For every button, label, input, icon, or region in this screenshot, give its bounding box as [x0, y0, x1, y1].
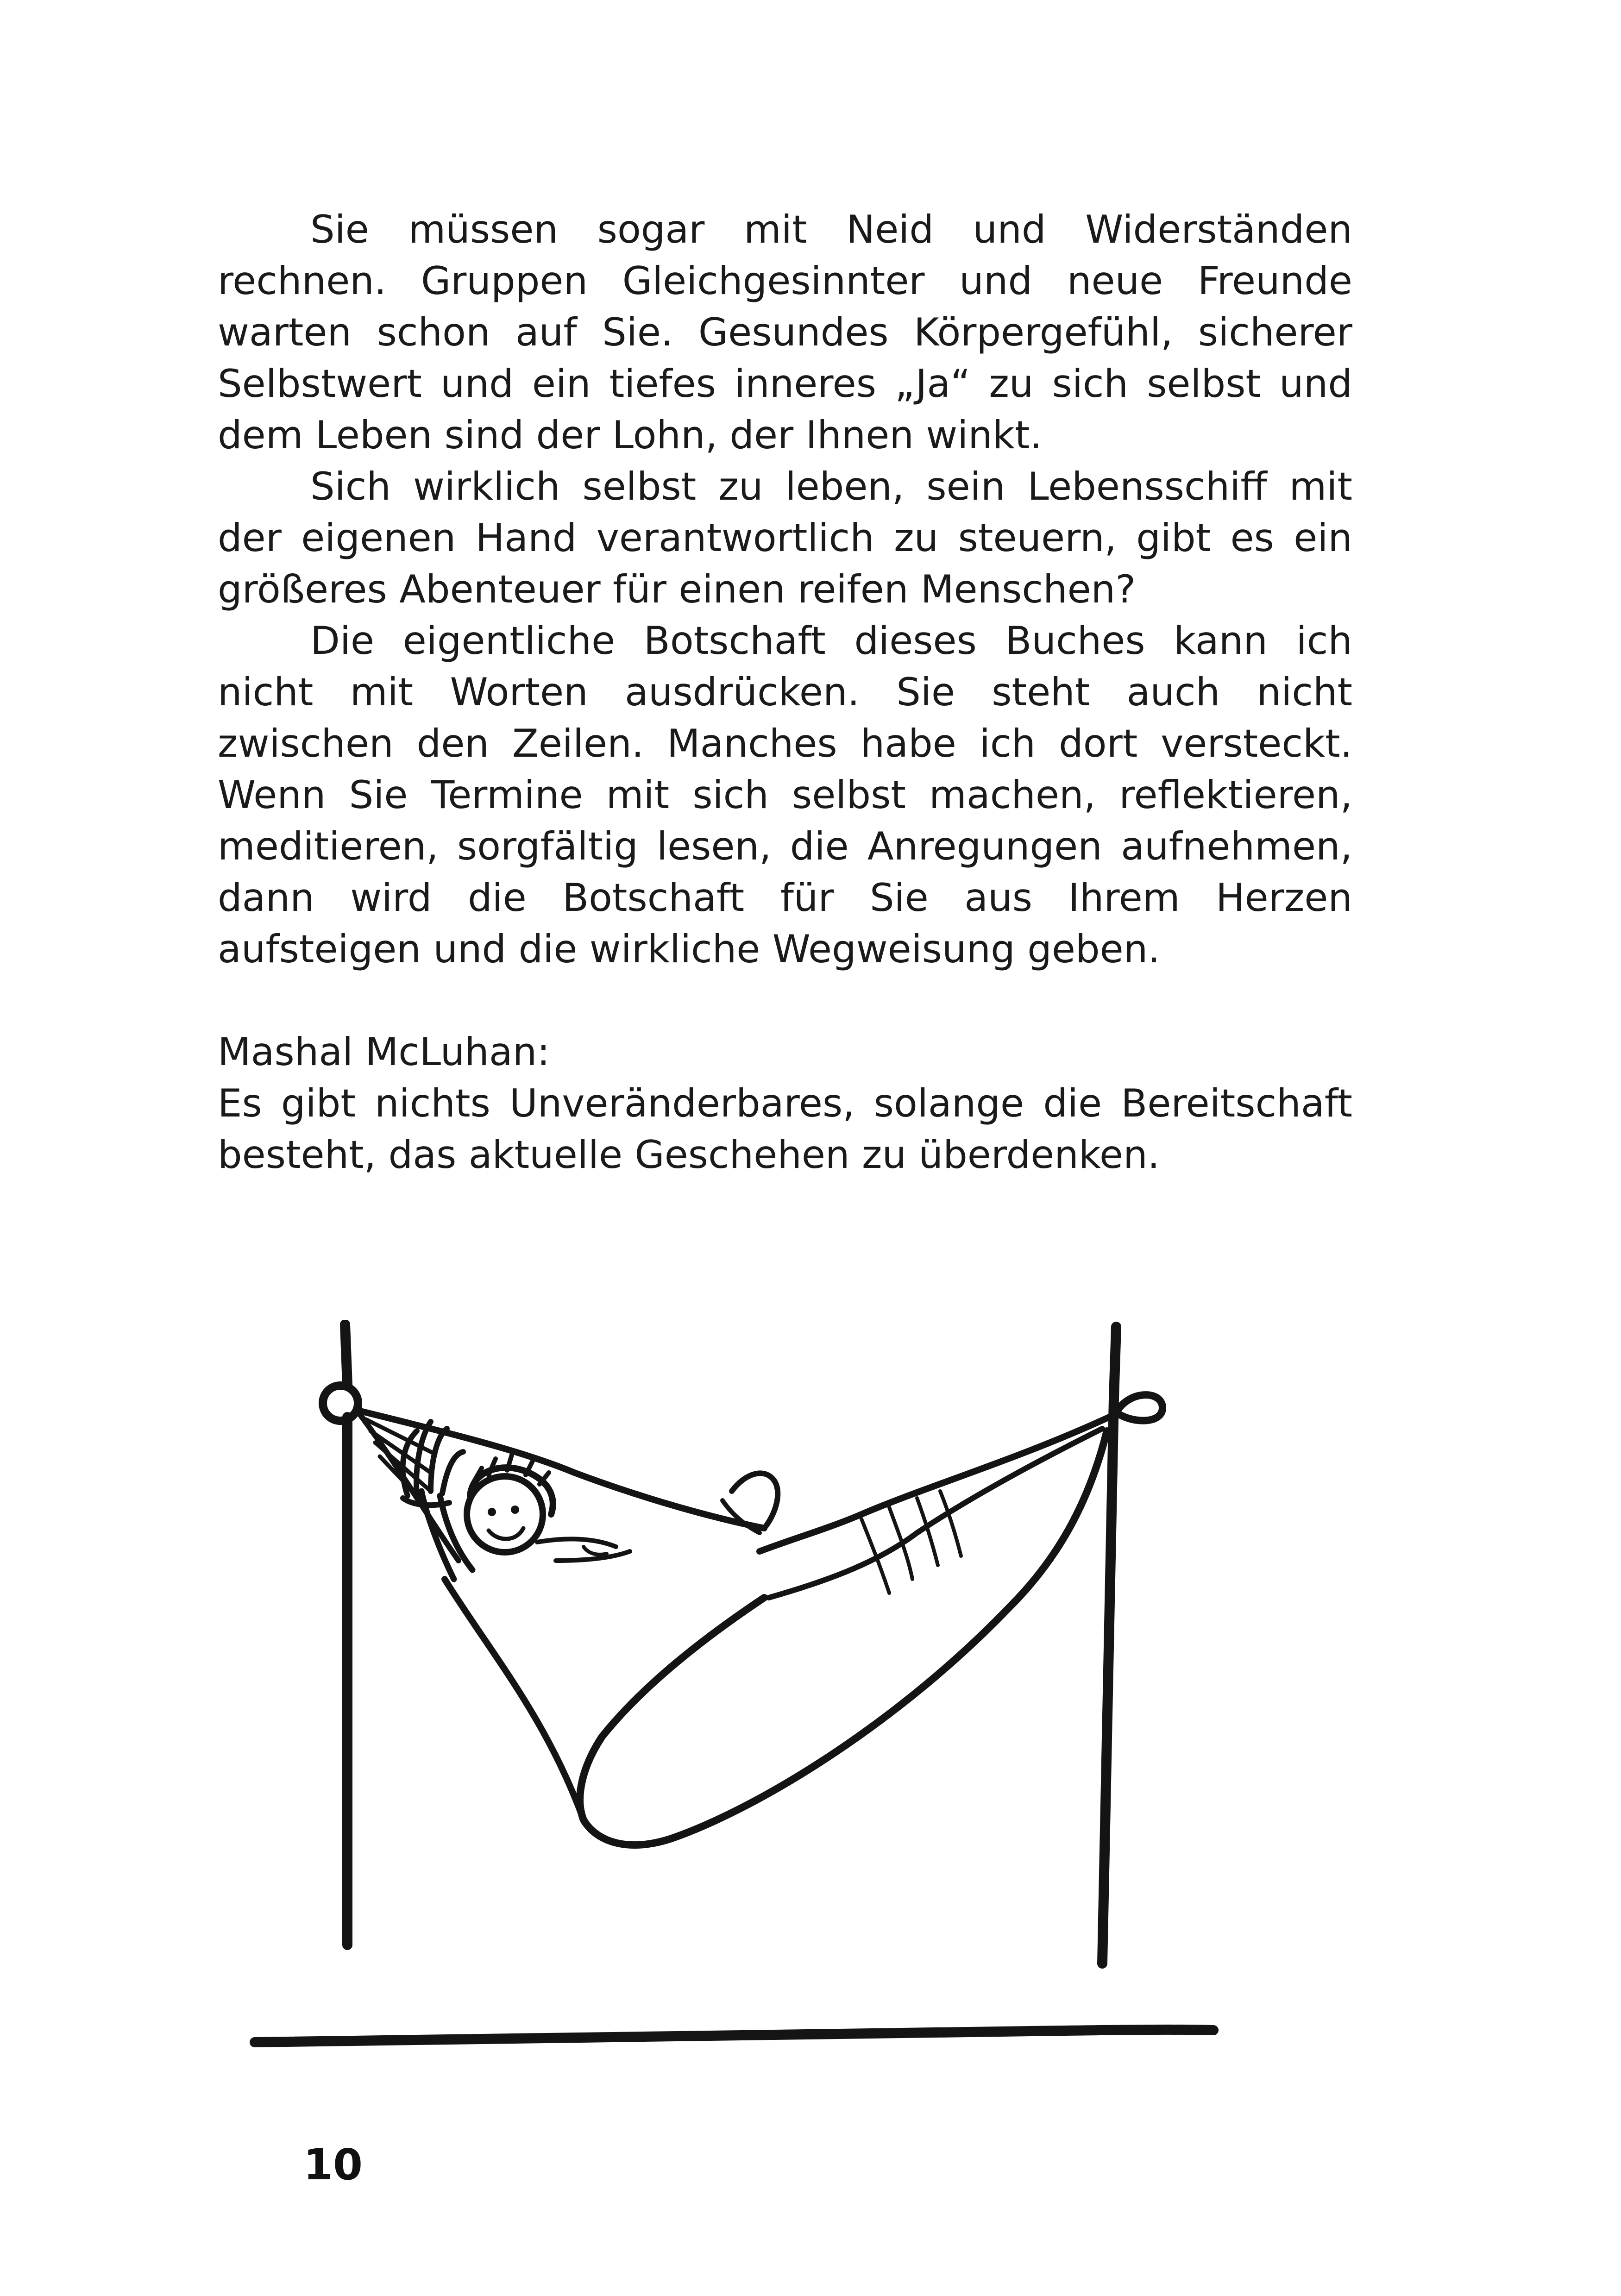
paragraph-2: Sich wirklich selbst zu leben, sein Lebensschiff mit der eigenen Hand verantwortlich zu steuern, gibt es ein größeres Abenteuer für einen reifen Menschen? [218, 464, 1352, 612]
paragraph-spacer [218, 975, 1352, 1026]
ground-line [255, 2030, 1213, 2042]
paragraph-3: Die eigentliche Botschaft dieses Buches kann ich nicht mit Worten ausdrücken. Sie steht auch nicht zwischen den Zeilen. Manches habe ich dort versteckt. Wenn Sie Termine mit sich selbst machen, reflektieren, meditieren, sorgfältig lesen, die Anregungen aufnehmen, dann wird die Botschaft für Sie aus Ihrem Herzen aufsteigen und die wirkliche Wegweisung geben. [218, 618, 1352, 972]
main-text [218, 204, 1352, 1180]
hammock-right-wing [760, 1417, 1109, 1551]
hammock-illustration [232, 1320, 1343, 2084]
page-number: 10 [303, 2140, 363, 2189]
quote-author: Mashal McLuhan: [218, 1029, 550, 1074]
left-loop [323, 1386, 358, 1421]
quote-text: Es gibt nichts Unveränderbares, solange die Bereitschaft besteht, das aktuelle Geschehen zu überdenken. [218, 1081, 1352, 1177]
hammock-belly [580, 1431, 1107, 1845]
right-loop [1114, 1395, 1162, 1421]
paragraph-1: Sie müssen sogar mit Neid und Widerständen rechnen. Gruppen Gleichgesinnter und neue Freunde warten schon auf Sie. Gesundes Körpergefühl, sicherer Selbstwert und ein tiefes inneres „Ja“ zu sich selbst und dem Leben sind der Lohn, der Ihnen winkt. [218, 207, 1352, 458]
